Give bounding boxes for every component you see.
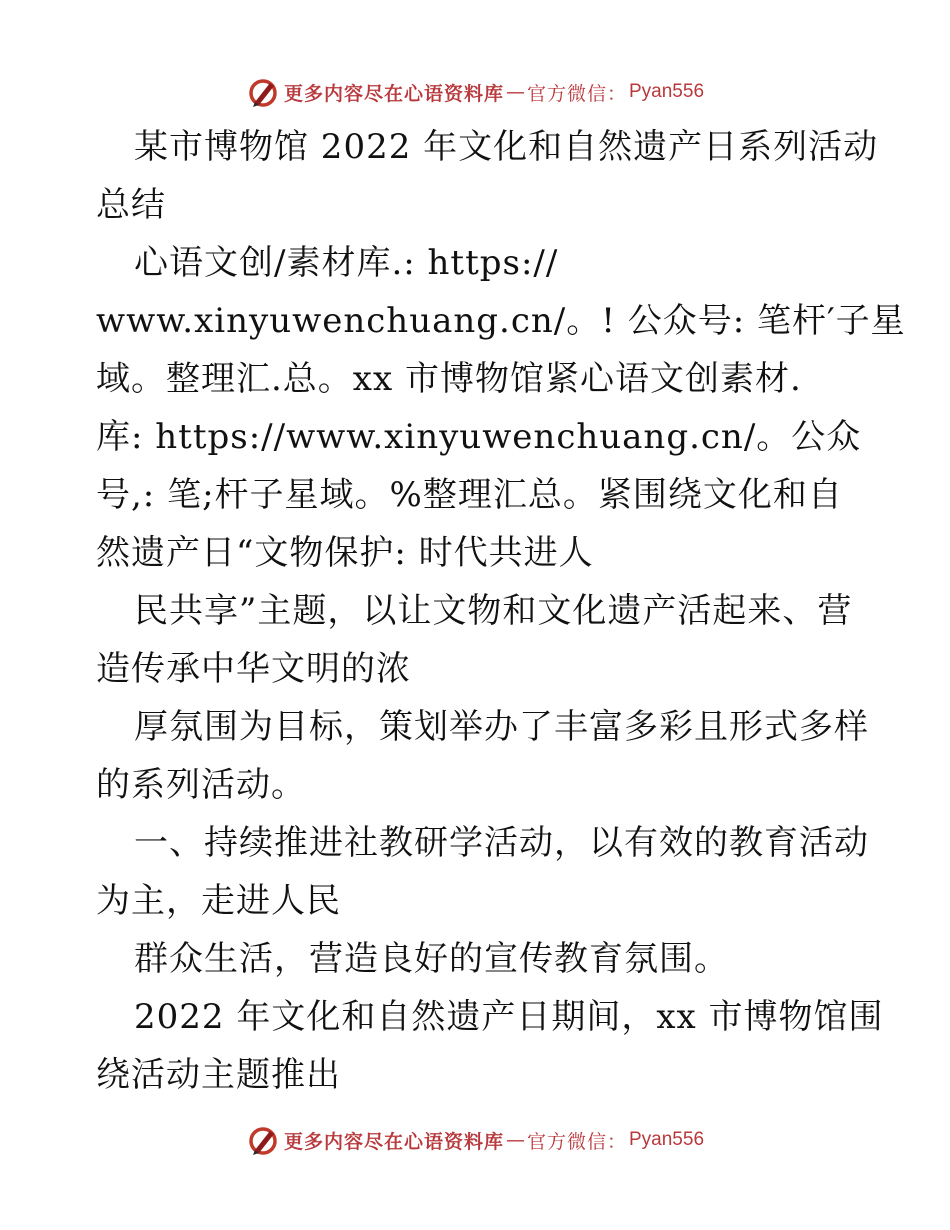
- footer-banner: [0, 1118, 950, 1162]
- doc-line: www.xinyuwenchuang.cn/。! 公众号: 笔杆′子星: [96, 301, 906, 341]
- banner-wechat-id: Pyan556: [629, 81, 705, 102]
- red-pen-logo-icon: [246, 1123, 280, 1157]
- doc-line: 某市博物馆 2022 年文化和自然遗产日系列活动: [134, 127, 879, 167]
- banner-separator: —: [505, 81, 525, 103]
- doc-line: 号,: 笔;杆子星域。%整理汇总。紧围绕文化和自: [96, 475, 843, 515]
- banner-official-label: 官方微信：: [526, 82, 627, 105]
- doc-line: 域。整理汇.总。xx 市博物馆紧心语文创素材.: [96, 359, 802, 399]
- banner-brand-text: 更多内容尽在心语资料库: [283, 1130, 504, 1153]
- banner-separator: —: [505, 1129, 525, 1151]
- doc-line: 民共享”主题，以让文物和文化遗产活起来、营: [134, 591, 853, 631]
- doc-line: 群众生活，营造良好的宣传教育氛围。: [134, 939, 729, 979]
- doc-line: 的系列活动。: [96, 765, 306, 805]
- doc-line: 造传承中华文明的浓: [96, 649, 411, 689]
- banner-wechat-id: Pyan556: [629, 1129, 705, 1150]
- doc-line: 库: https://www.xinyuwenchuang.cn/。公众: [96, 417, 862, 457]
- doc-line: 2022 年文化和自然遗产日期间，xx 市博物馆围: [134, 997, 884, 1037]
- banner-official-label: 官方微信：: [526, 1130, 627, 1153]
- doc-line: 然遗产日“文物保护: 时代共进人: [96, 533, 594, 573]
- doc-line: 心语文创/素材库.: https://: [134, 243, 559, 283]
- banner-brand-text: 更多内容尽在心语资料库: [283, 82, 504, 105]
- doc-line: 一、持续推进社教研学活动，以有效的教育活动: [134, 823, 869, 863]
- doc-line: 为主，走进人民: [96, 881, 341, 921]
- doc-line: 厚氛围为目标，策划举办了丰富多彩且形式多样: [134, 707, 869, 747]
- doc-line: 总结: [96, 185, 166, 225]
- doc-line: 绕活动主题推出: [96, 1055, 341, 1095]
- red-pen-logo-icon: [246, 75, 280, 109]
- header-banner: [0, 70, 950, 114]
- document-body: [96, 118, 906, 1104]
